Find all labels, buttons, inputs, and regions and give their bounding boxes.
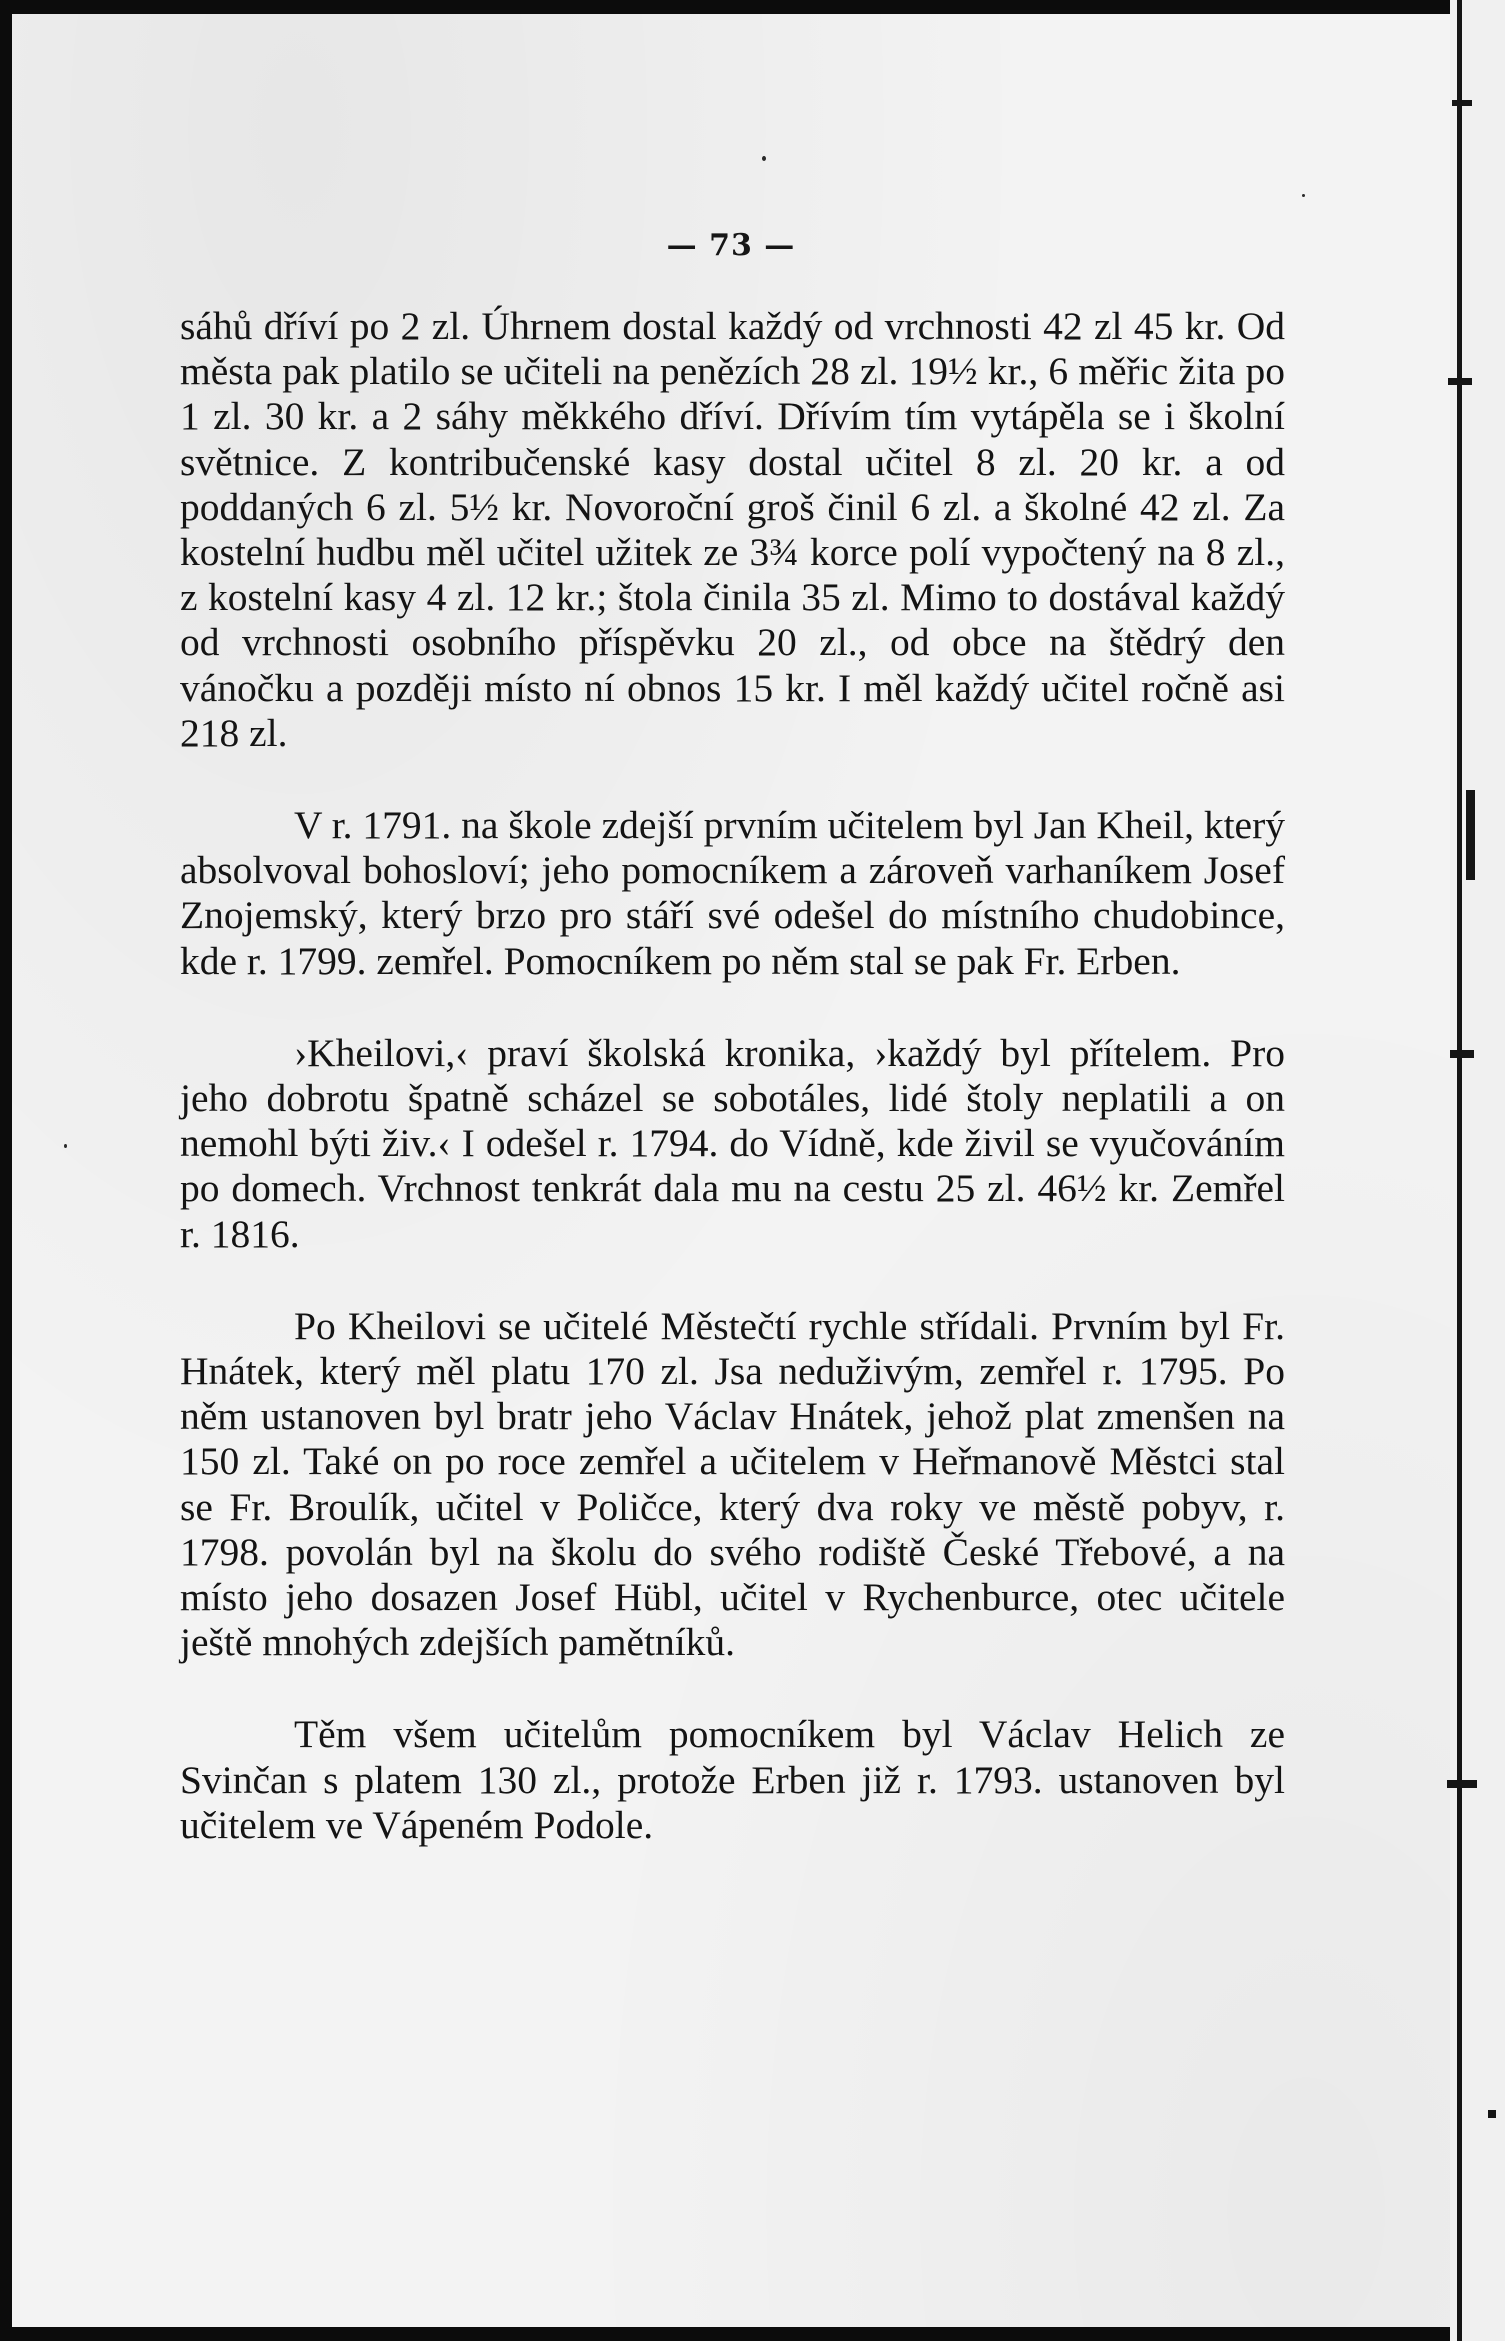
edge-tick	[1488, 2110, 1496, 2118]
dust-speck	[1302, 194, 1305, 197]
body-text	[180, 304, 1285, 1848]
paragraph-1: sáhů dříví po 2 zl. Úhrnem dostal každý od vrchnosti 42 zl 45 kr. Od města pak platilo se učiteli na penězích 28 zl. 19½ kr., 6 měřic žita po 1 zl. 30 kr. a 2 sáhy měkkého dříví. Dřívím tím vytápěla se i školní světnice. Z kontribučenské kasy dostal učitel 8 zl. 20 kr. a od poddaných 6 zl. 5½ kr. Novoroční groš činil 6 zl. a školné 42 zl. Za kostelní hudbu měl učitel užitek ze 3¾ korce polí vypočtený na 8 zl., z kostelní kasy 4 zl. 12 kr.; štola činila 35 zl. Mimo to dostával každý od vrchnosti osobního příspěvku 20 zl., od obce na štědrý den vánočku a později místo ní obnos 15 kr. I měl každý učitel ročně asi 218 zl.	[180, 304, 1285, 755]
dust-speck	[762, 156, 766, 161]
paragraph-4: Po Kheilovi se učitelé Městečtí rychle střídali. Prvním byl Fr. Hnátek, který měl platu 170 zl. Jsa neduživým, zemřel r. 1795. Po něm ustanoven byl bratr jeho Václav Hnátek, jehož plat zmenšen na 150 zl. Také on po roce zemřel a učitelem v Heřmanově Městci stal se Fr. Broulík, učitel v Poličce, který dva roky ve městě pobyv, r. 1798. povolán byl na školu do svého rodiště České Třebové, a na místo jeho dosazen Josef Hübl, učitel v Rychenburce, otec učitele ještě mnohých zdejších pamětníků.	[180, 1303, 1285, 1665]
page-number: — 73 —	[666, 228, 796, 263]
scan-edge-rule	[1457, 0, 1462, 2341]
dust-speck	[64, 1144, 67, 1148]
paragraph-5: Těm všem učitelům pomocníkem byl Václav Helich ze Svinčan s platem 130 zl., protože Erben již r. 1793. ustanoven byl učitelem ve Vápeném Podole.	[180, 1712, 1285, 1847]
edge-tick	[1448, 378, 1472, 385]
edge-tick	[1452, 100, 1472, 106]
edge-tick	[1450, 1050, 1474, 1058]
paragraph-2: V r. 1791. na škole zdejší prvním učitelem byl Jan Kheil, který absolvoval bohosloví; jeho pomocníkem a zároveň varhaníkem Josef Znojemský, který brzo pro stáří své odešel do místního chudobince, kde r. 1799. zemřel. Pomocníkem po něm stal se pak Fr. Erben.	[180, 803, 1285, 983]
edge-tick	[1447, 1780, 1477, 1788]
edge-tick	[1466, 790, 1475, 880]
paragraph-3: ›Kheilovi,‹ praví školská kronika, ›každý byl přítelem. Pro jeho dobrotu špatně scházel se sobotáles, lidé štoly neplatili a on nemohl býti živ.‹ I odešel r. 1794. do Vídně, kde živil se vyučováním po domech. Vrchnost tenkrát dala mu na cestu 25 zl. 46½ kr. Zemřel r. 1816.	[180, 1030, 1285, 1256]
book-page	[12, 14, 1450, 2327]
